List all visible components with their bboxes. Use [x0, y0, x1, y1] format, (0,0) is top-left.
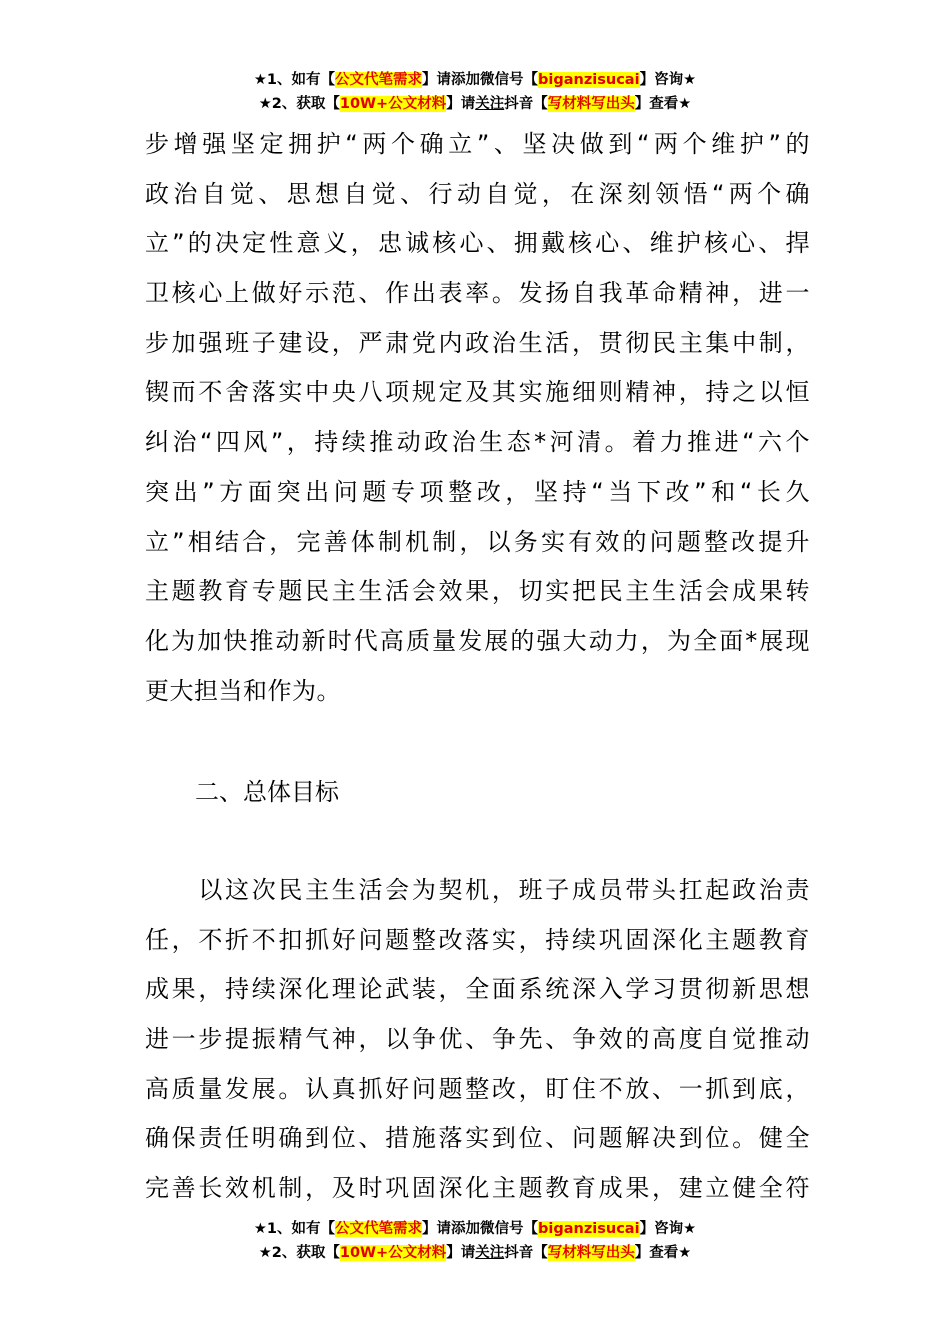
highlight-douyin: 写材料写出头 — [547, 96, 635, 112]
highlight-service: 公文代笔需求 — [335, 72, 423, 88]
text-line: 突出”方面突出问题专项整改，坚持“当下改”和“长久 — [145, 477, 810, 506]
text-line: 化为加快推动新时代高质量发展的强大动力，为全面*展现 — [145, 626, 810, 655]
text-line: 更大担当和作为。 — [145, 676, 341, 705]
text-line: 任，不折不扣抓好问题整改落实，持续巩固深化主题教育 — [145, 925, 810, 954]
text-line: 主题教育专题民主生活会效果，切实把民主生活会成果转 — [145, 577, 810, 606]
section-heading: 二、总体目标 — [195, 778, 339, 806]
text-line: 政治自觉、思想自觉、行动自觉，在深刻领悟“两个确 — [145, 179, 810, 208]
header-banner — [0, 68, 950, 116]
text-line: 确保责任明确到位、措施落实到位、问题解决到位。健全 — [145, 1124, 810, 1153]
banner-line-2: ★2、获取【10W+公文材料】请关注抖音【写材料写出头】查看★ — [258, 1245, 692, 1261]
highlight-wechat-id: biganzisucai — [538, 72, 640, 88]
highlight-douyin: 写材料写出头 — [547, 1245, 635, 1261]
highlight-wechat-id: biganzisucai — [538, 1221, 640, 1237]
text-line: 高质量发展。认真抓好问题整改，盯住不放、一抓到底， — [145, 1074, 810, 1103]
text-line: 成果，持续深化理论武装，全面系统深入学习贯彻新思想 — [145, 975, 810, 1004]
text-line: 立”的决定性意义，忠诚核心、拥戴核心、维护核心、捍 — [145, 229, 810, 258]
text-line: 完善长效机制，及时巩固深化主题教育成果，建立健全符 — [145, 1174, 810, 1203]
paragraph-2 — [145, 866, 810, 1214]
text-line: 以这次民主生活会为契机，班子成员带头扛起政治责 — [145, 876, 810, 904]
highlight-materials: 10W+公文材料 — [339, 96, 447, 112]
highlight-materials: 10W+公文材料 — [339, 1245, 447, 1261]
text-line: 锲而不舍落实中央八项规定及其实施细则精神，持之以恒 — [145, 378, 810, 407]
text-line: 步加强班子建设，严肃党内政治生活，贯彻民主集中制， — [145, 328, 810, 357]
text-line: 立”相结合，完善体制机制，以务实有效的问题整改提升 — [145, 527, 810, 556]
underlined-follow: 关注 — [475, 1245, 505, 1261]
text-line: 进一步提振精气神，以争优、争先、争效的高度自觉推动 — [145, 1025, 810, 1054]
footer-banner — [0, 1217, 950, 1265]
underlined-follow: 关注 — [475, 96, 505, 112]
banner-line-1: ★1、如有【公文代笔需求】请添加微信号【biganzisucai】咨询★ — [253, 1221, 697, 1237]
highlight-service: 公文代笔需求 — [335, 1221, 423, 1237]
text-line: 纠治“四风”，持续推动政治生态*河清。着力推进“六个 — [145, 428, 810, 457]
banner-line-2: ★2、获取【10W+公文材料】请关注抖音【写材料写出头】查看★ — [258, 96, 692, 112]
paragraph-1 — [145, 120, 810, 716]
text-line: 卫核心上做好示范、作出表率。发扬自我革命精神，进一 — [145, 279, 810, 308]
text-line: 步增强坚定拥护“两个确立”、坚决做到“两个维护”的 — [145, 130, 810, 158]
banner-line-1: ★1、如有【公文代笔需求】请添加微信号【biganzisucai】咨询★ — [253, 72, 697, 88]
